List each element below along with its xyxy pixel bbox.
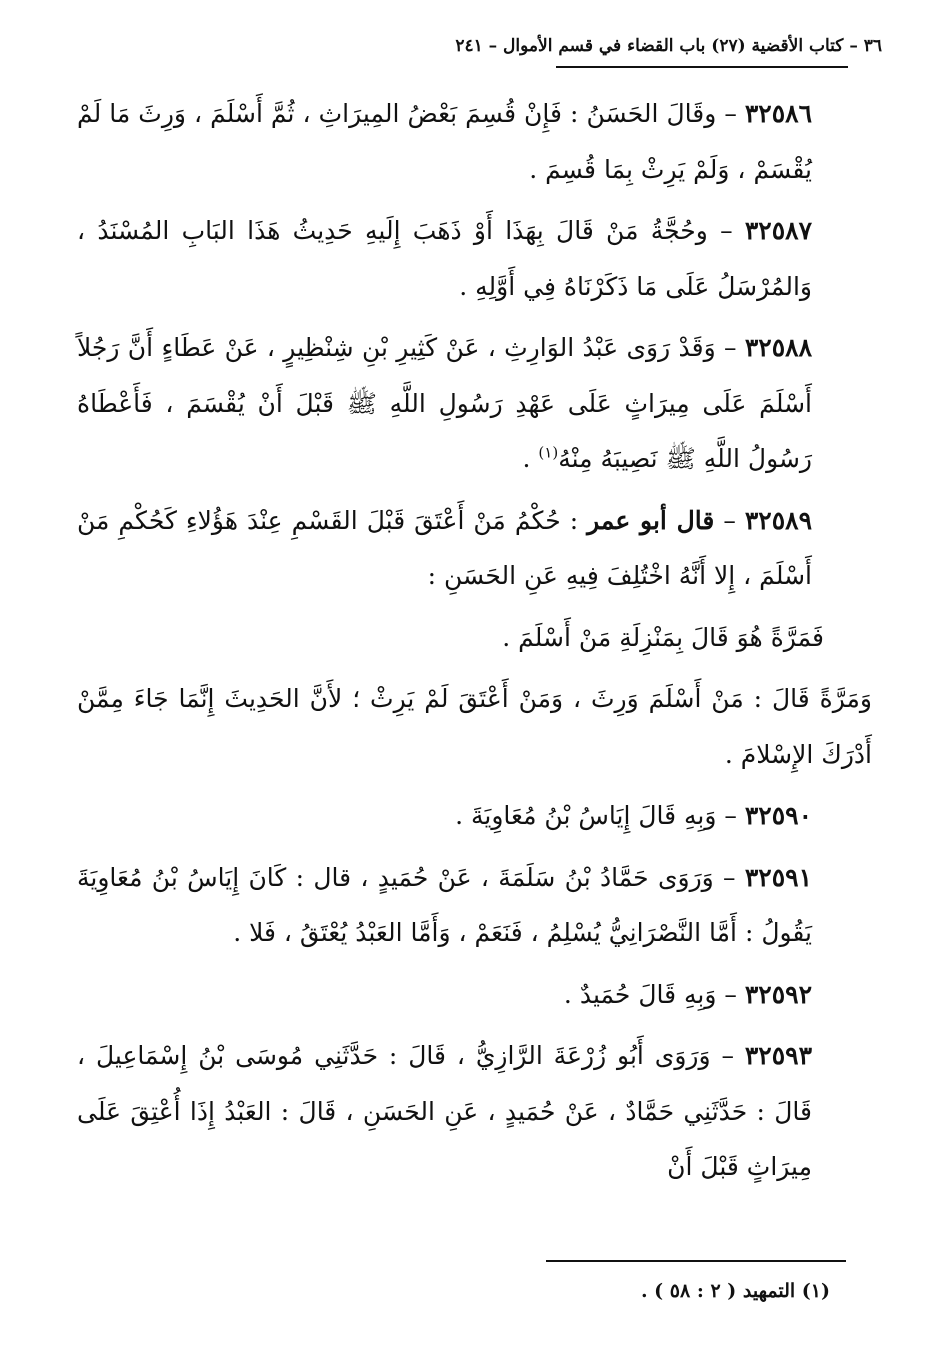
paragraph-number: ٣٢٥٨٨	[744, 333, 813, 362]
paragraph-number: ٣٢٥٩٢	[744, 979, 812, 1009]
footnote	[230, 1280, 830, 1302]
running-head: ٣٦ – كتاب الأقضية (٢٧) باب القضاء في قسم الأموال – ٢٤١	[455, 36, 882, 56]
paragraph-continuation-2	[77, 671, 872, 782]
header-rule	[556, 66, 848, 68]
paragraph-32586	[77, 86, 872, 197]
paragraph-text: فَمَرَّةً هُوَ قَالَ بِمَنْزِلَةِ مَنْ أَسْلَمَ .	[502, 622, 824, 652]
paragraph-32589	[77, 493, 872, 604]
footnote-reference[interactable]: (١)	[538, 443, 559, 462]
paragraph-32590	[77, 788, 872, 844]
paragraph-text: – وَرَوَى أَبُو زُرْعَةَ الرَّازِيُّ ، قَالَ : حَدَّثَنِي مُوسَى بْنُ إِسْمَاعِيلَ ، قَالَ : حَدَّثَنِي حَمَّادٌ ، عَنْ حُمَيدٍ ، عَنِ الحَسَنِ ، قَالَ : العَبْدُ إِذَا أُعْتِقَ عَلَى مِيرَاثٍ قَبْلَ أَنْ	[77, 1041, 812, 1181]
paragraph-32593	[77, 1028, 872, 1195]
paragraph-text: : حُكْمُ مَنْ أَعْتَقَ قَبْلَ القَسْمِ عِنْدَ هَؤُلاءِ كَحُكْمِ مَنْ أَسْلَمَ ، إِلا أَنَّهُ اخْتُلِفَ فِيهِ عَنِ الحَسَنِ :	[77, 505, 812, 590]
footnote-title: التمهيد	[742, 1280, 796, 1302]
paragraph-continuation-1	[77, 610, 872, 666]
paragraph-number: ٣٢٥٨٧	[744, 216, 812, 245]
speaker-name: قال أبو عمر	[587, 505, 715, 535]
paragraph-32588	[77, 320, 872, 487]
footnote-marker: (١)	[801, 1280, 830, 1302]
paragraph-32592	[77, 967, 872, 1023]
paragraph-text: – وَبِهِ قَالَ حُمَيدٌ .	[563, 979, 737, 1009]
paragraph-number: ٣٢٥٨٩	[744, 505, 812, 535]
paragraph-number: ٣٢٥٩٣	[744, 1041, 812, 1070]
dash: –	[714, 505, 736, 535]
paragraph-text: وَمَرَّةً قَالَ : مَنْ أَسْلَمَ وَرِثَ ، وَمَنْ أَعْتَقَ لَمْ يَرِثْ ؛ لأَنَّ الحَدِيثَ إِنَّمَا جَاءَ مِمَّنْ أَدْرَكَ الإِسْلامَ .	[77, 684, 872, 769]
paragraph-text: – وحُجَّةُ مَنْ قَالَ بِهَذَا أَوْ ذَهَبَ إِلَيهِ حَدِيثُ هَذَا البَابِ المُسْنَدُ ، وَالمُرْسَلُ عَلَى مَا ذَكَرْنَاهُ فِي أَوَّلِهِ .	[77, 216, 812, 301]
paragraph-text: – وَقَدْ رَوَى عَبْدُ الوَارِثِ ، عَنْ كَثِيرِ بْنِ شِنْظِيرٍ ، عَنْ عَطَاءٍ أَنَّ رَجُلاً أَسْلَمَ عَلَى مِيرَاثٍ عَلَى عَهْدِ رَسُولِ اللَّهِ ﷺ قَبْلَ أَنْ يُقْسَمَ ، فَأَعْطَاهُ رَسُولُ اللَّهِ ﷺ نَصِيبَهُ مِنْهُ	[77, 333, 812, 473]
paragraph-number: ٣٢٥٩١	[744, 862, 812, 892]
paragraph-32587	[77, 203, 872, 314]
footnote-rule	[546, 1260, 846, 1262]
paragraph-number: ٣٢٥٨٦	[744, 99, 812, 128]
body-text	[77, 86, 872, 1195]
paragraph-32591	[77, 850, 872, 961]
paragraph-tail: .	[522, 444, 539, 473]
footnote-ref: ( ٢ : ٥٨ ) .	[640, 1280, 737, 1302]
paragraph-text: – وقَالَ الحَسَنُ : فَإِنْ قُسِمَ بَعْضُ المِيرَاثِ ، ثُمَّ أَسْلَمَ ، وَرِثَ مَا لَمْ يُقْسَمْ ، وَلَمْ يَرِثْ بِمَا قُسِمَ .	[77, 99, 812, 184]
paragraph-text: – وَبِهِ قَالَ إِيَاسُ بْنُ مُعَاوِيَةَ .	[455, 801, 737, 830]
paragraph-text: – وَرَوَى حَمَّادُ بْنُ سَلَمَةَ ، عَنْ حُمَيدٍ ، قال : كَانَ إِيَاسُ بْنُ مُعَاوِيَةَ يَقُولُ : أَمَّا النَّصْرَانِيُّ يُسْلِمُ ، فَنَعَمْ ، وَأَمَّا العَبْدُ يُعْتَقُ ، فَلا .	[77, 862, 812, 947]
paragraph-number: ٣٢٥٩٠	[744, 801, 812, 830]
